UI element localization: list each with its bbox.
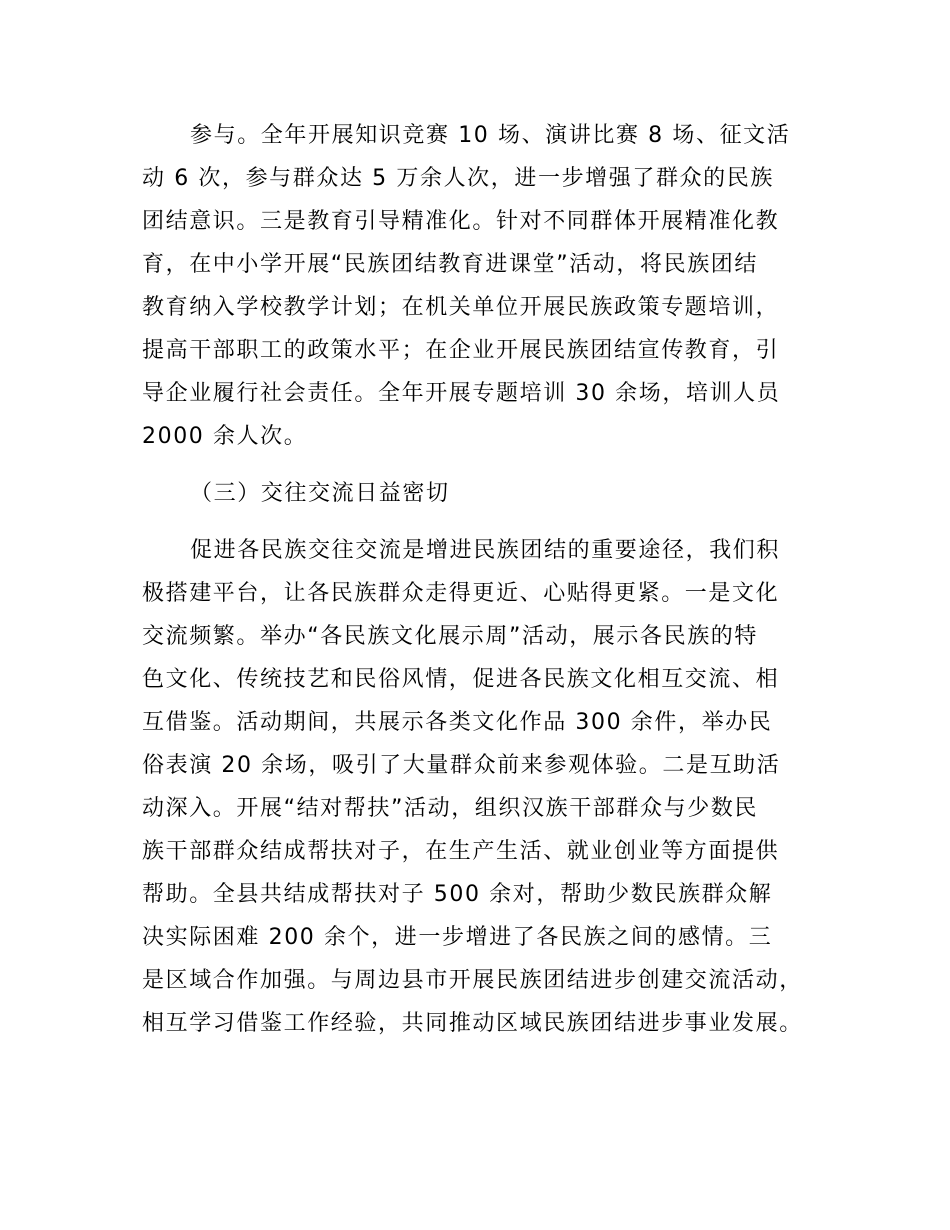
paragraph-line: 动 6 次，参与群众达 5 万余人次，进一步增强了群众的民族	[142, 166, 774, 191]
paragraph-line: 2000 余人次。	[142, 424, 308, 449]
paragraph-line: 团结意识。三是教育引导精准化。针对不同群体开展精准化教	[142, 209, 780, 234]
section-heading: （三）交往交流日益密切	[190, 481, 450, 506]
paragraph-line: 交流频繁。举办“各民族文化展示周”活动，展示各民族的特	[142, 624, 758, 649]
paragraph-line: 帮助。全县共结成帮扶对子 500 余对，帮助少数民族群众解	[142, 882, 773, 907]
paragraph-line: 决实际困难 200 余个，进一步增进了各民族之间的感情。三	[142, 925, 773, 950]
paragraph-line: 是区域合作加强。与周边县市开展民族团结进步创建交流活动，	[142, 968, 803, 993]
paragraph-line: 互借鉴。活动期间，共展示各类文化作品 300 余件，举办民	[142, 710, 773, 735]
paragraph-line: 参与。全年开展知识竞赛 10 场、演讲比赛 8 场、征文活	[190, 123, 791, 148]
paragraph-line: 族干部群众结成帮扶对子，在生产生活、就业创业等方面提供	[142, 839, 780, 864]
paragraph-line: 极搭建平台，让各民族群众走得更近、心贴得更紧。一是文化	[142, 581, 780, 606]
paragraph-line: 动深入。开展“结对帮扶”活动，组织汉族干部群众与少数民	[142, 796, 758, 821]
paragraph-line: 育，在中小学开展“民族团结教育进课堂”活动，将民族团结	[142, 252, 758, 277]
paragraph-line: 促进各民族交往交流是增进民族团结的重要途径，我们积	[190, 538, 781, 563]
paragraph-line: 相互学习借鉴工作经验，共同推动区域民族团结进步事业发展。	[142, 1011, 803, 1036]
paragraph-line: 导企业履行社会责任。全年开展专题培训 30 余场，培训人员	[142, 381, 781, 406]
paragraph-line: 色文化、传统技艺和民俗风情，促进各民族文化相互交流、相	[142, 667, 780, 692]
paragraph-line: 教育纳入学校教学计划；在机关单位开展民族政策专题培训，	[142, 295, 780, 320]
paragraph-line: 俗表演 20 余场，吸引了大量群众前来参观体验。二是互助活	[142, 753, 781, 778]
paragraph-line: 提高干部职工的政策水平；在企业开展民族团结宣传教育，引	[142, 338, 780, 363]
